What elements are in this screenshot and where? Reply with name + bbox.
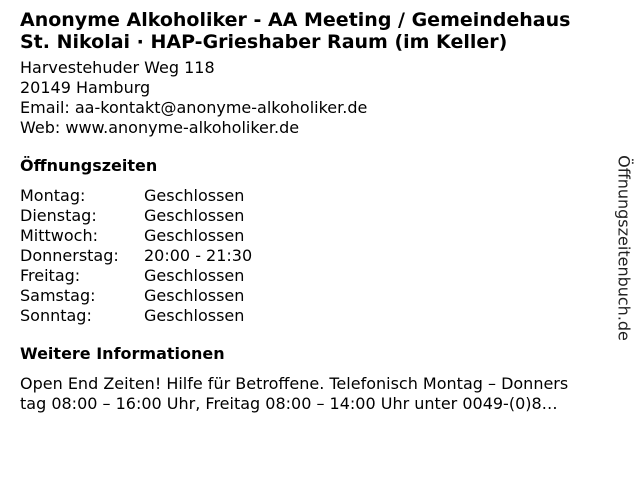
day-hours: 20:00 - 21:30 xyxy=(144,246,253,265)
info-text-line-2: tag 08:00 – 16:00 Uhr, Freitag 08:00 – 14:00 Uhr unter 0049-(0)8… xyxy=(20,394,558,413)
day-label: Mittwoch: xyxy=(20,226,98,245)
hours-row-wednesday xyxy=(20,226,610,246)
day-label: Donnerstag: xyxy=(20,246,119,265)
hours-row-thursday xyxy=(20,246,610,266)
day-label: Montag: xyxy=(20,186,86,205)
info-text-line-1: Open End Zeiten! Hilfe für Betroffene. Telefonisch Montag – Donners xyxy=(20,374,569,393)
email-line: Email: aa-kontakt@anonyme-alkoholiker.de xyxy=(20,98,368,117)
listing-card xyxy=(20,9,610,414)
day-hours: Geschlossen xyxy=(144,186,245,205)
hours-heading: Öffnungszeiten xyxy=(20,156,158,175)
hours-row-sunday xyxy=(20,306,610,326)
page-title xyxy=(20,9,610,53)
info-text xyxy=(20,374,620,414)
title-line-2: St. Nikolai · HAP-Grieshaber Raum (im Keller) xyxy=(20,31,508,53)
hours-row-monday xyxy=(20,186,610,206)
day-label: Sonntag: xyxy=(20,306,92,325)
street-address: Harvestehuder Weg 118 xyxy=(20,58,215,77)
address-block xyxy=(20,58,610,138)
day-label: Freitag: xyxy=(20,266,81,285)
day-label: Samstag: xyxy=(20,286,96,305)
info-heading: Weitere Informationen xyxy=(20,344,225,363)
day-hours: Geschlossen xyxy=(144,206,245,225)
day-hours: Geschlossen xyxy=(144,306,245,325)
brand-watermark: Öffnungszeitenbuch.de xyxy=(614,155,634,341)
day-label: Dienstag: xyxy=(20,206,97,225)
hours-table xyxy=(20,186,610,326)
hours-row-tuesday xyxy=(20,206,610,226)
title-line-1: Anonyme Alkoholiker - AA Meeting / Gemeindehaus xyxy=(20,9,571,31)
hours-row-saturday xyxy=(20,286,610,306)
day-hours: Geschlossen xyxy=(144,286,245,305)
day-hours: Geschlossen xyxy=(144,226,245,245)
day-hours: Geschlossen xyxy=(144,266,245,285)
postal-city: 20149 Hamburg xyxy=(20,78,151,97)
brand-sidebar xyxy=(612,133,636,363)
web-line: Web: www.anonyme-alkoholiker.de xyxy=(20,118,300,137)
hours-row-friday xyxy=(20,266,610,286)
